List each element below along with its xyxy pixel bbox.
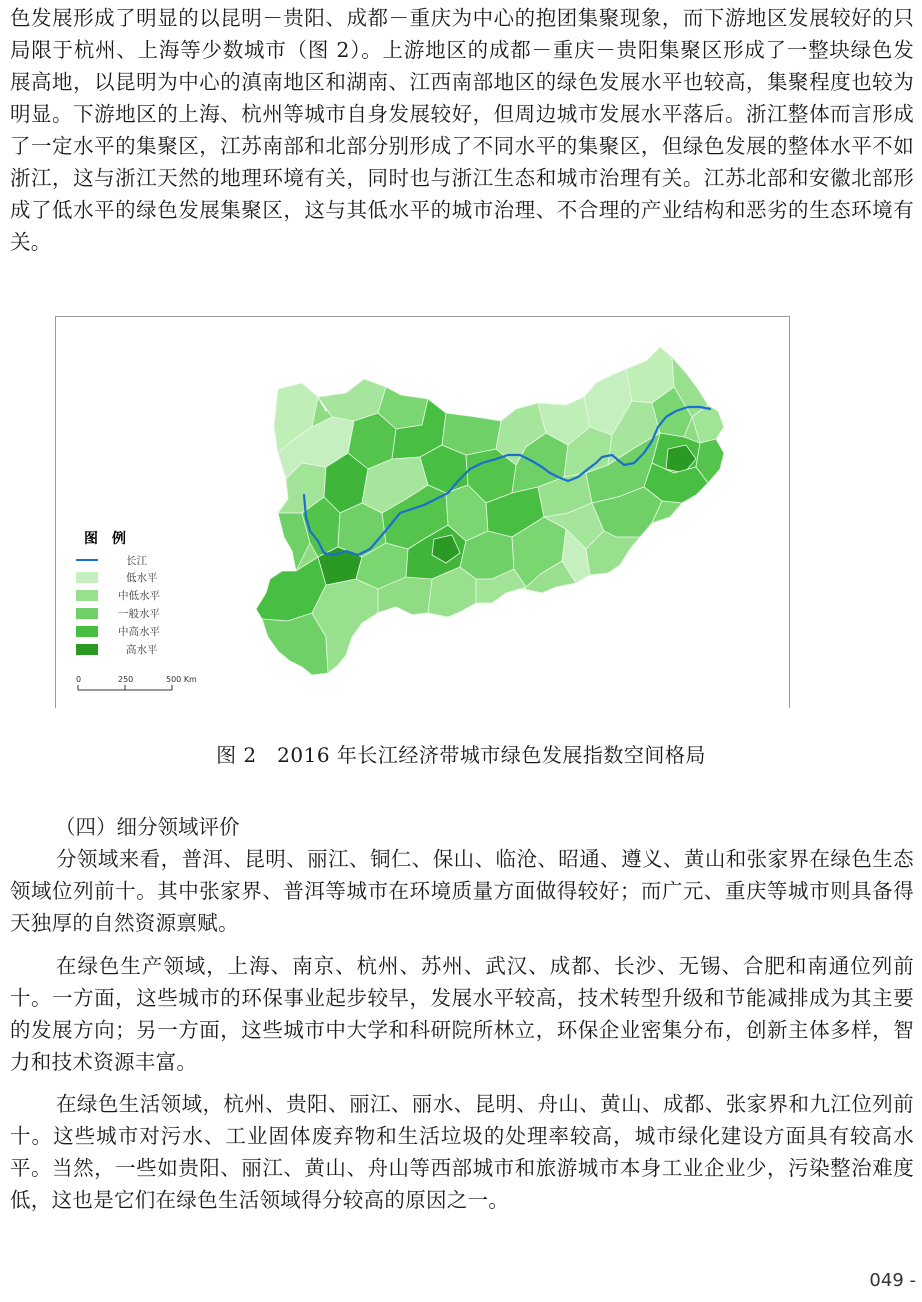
map-figure xyxy=(55,316,790,708)
scale-tick-0: 0 xyxy=(76,675,82,684)
legend-title: 图 例 xyxy=(84,531,126,547)
map-patches xyxy=(256,347,724,675)
scale-tick-250: 250 xyxy=(118,675,134,684)
section-heading: （四）细分领域评价 xyxy=(55,815,240,839)
paragraph-green-living: 在绿色生活领域，杭州、贵阳、丽江、丽水、昆明、舟山、黄山、成都、张家界和九江位列前十。这些城市对污水、工业固体废弃物和生活垃圾的处理率较高，城市绿化建设方面具有较高水平。当然，一些如贵阳、丽江、黄山、舟山等西部城市和旅游城市本身工业企业少，污染整治难度低，这也是它们在绿色生活领域得分较高的原因之一。 xyxy=(10,1092,914,1212)
legend-swatch-mid-high xyxy=(76,626,98,637)
figure-caption: 图 2 2016 年长江经济带城市绿色发展指数空间格局 xyxy=(216,743,706,767)
paragraph-green-ecology: 分领域来看，普洱、昆明、丽江、铜仁、保山、临沧、昭通、遵义、黄山和张家界在绿色生态领域位列前十。其中张家界、普洱等城市在环境质量方面做得较好；而广元、重庆等城市则具备得天独厚的自然资源禀赋。 xyxy=(10,847,914,935)
legend-swatch-low xyxy=(76,572,98,583)
intro-paragraph: 色发展形成了明显的以昆明－贵阳、成都－重庆为中心的抱团集聚现象，而下游地区发展较好的只局限于杭州、上海等少数城市（图 2）。上游地区的成都－重庆－贵阳集聚区形成了一整块绿色发展高地，以昆明为中心的滇南地区和湖南、江西南部地区的绿色发展水平也较高，集聚程度也较为明显。下游地区的上海、杭州等城市自身发展较好，但周边城市发展水平落后。浙江整体而言形成了一定水平的集聚区，江苏南部和北部分别形成了不同水平的集聚区，但绿色发展的整体水平不如浙江，这与浙江天然的地理环境有关，同时也与浙江生态和城市治理有关。江苏北部和安徽北部形成了低水平的绿色发展集聚区，这与其低水平的城市治理、不合理的产业结构和恶劣的生态环境有关。 xyxy=(10,6,914,254)
page-number: 049 - xyxy=(869,1270,916,1291)
paragraph-green-production: 在绿色生产领域，上海、南京、杭州、苏州、武汉、成都、长沙、无锡、合肥和南通位列前十。一方面，这些城市的环保事业起步较早，发展水平较高，技术转型升级和节能减排成为其主要的发展方向；另一方面，这些城市中大学和科研院所林立，环保企业密集分布，创新主体多样，智力和技术资源丰富。 xyxy=(10,954,914,1074)
legend-label-river: 长江 xyxy=(126,555,147,567)
scale-bar xyxy=(76,675,197,690)
map-legend xyxy=(76,530,160,656)
legend-label-normal: 一般水平 xyxy=(118,608,160,620)
legend-swatch-normal xyxy=(76,608,98,619)
legend-label-mid-low: 中低水平 xyxy=(118,590,160,602)
legend-label-mid-high: 中高水平 xyxy=(118,626,160,638)
legend-label-low: 低水平 xyxy=(126,572,158,584)
green-development-map xyxy=(56,317,791,709)
legend-swatch-mid-low xyxy=(76,590,98,601)
legend-label-high: 高水平 xyxy=(126,644,158,656)
scale-tick-500: 500 Km xyxy=(166,675,197,684)
legend-swatch-high xyxy=(76,644,98,655)
